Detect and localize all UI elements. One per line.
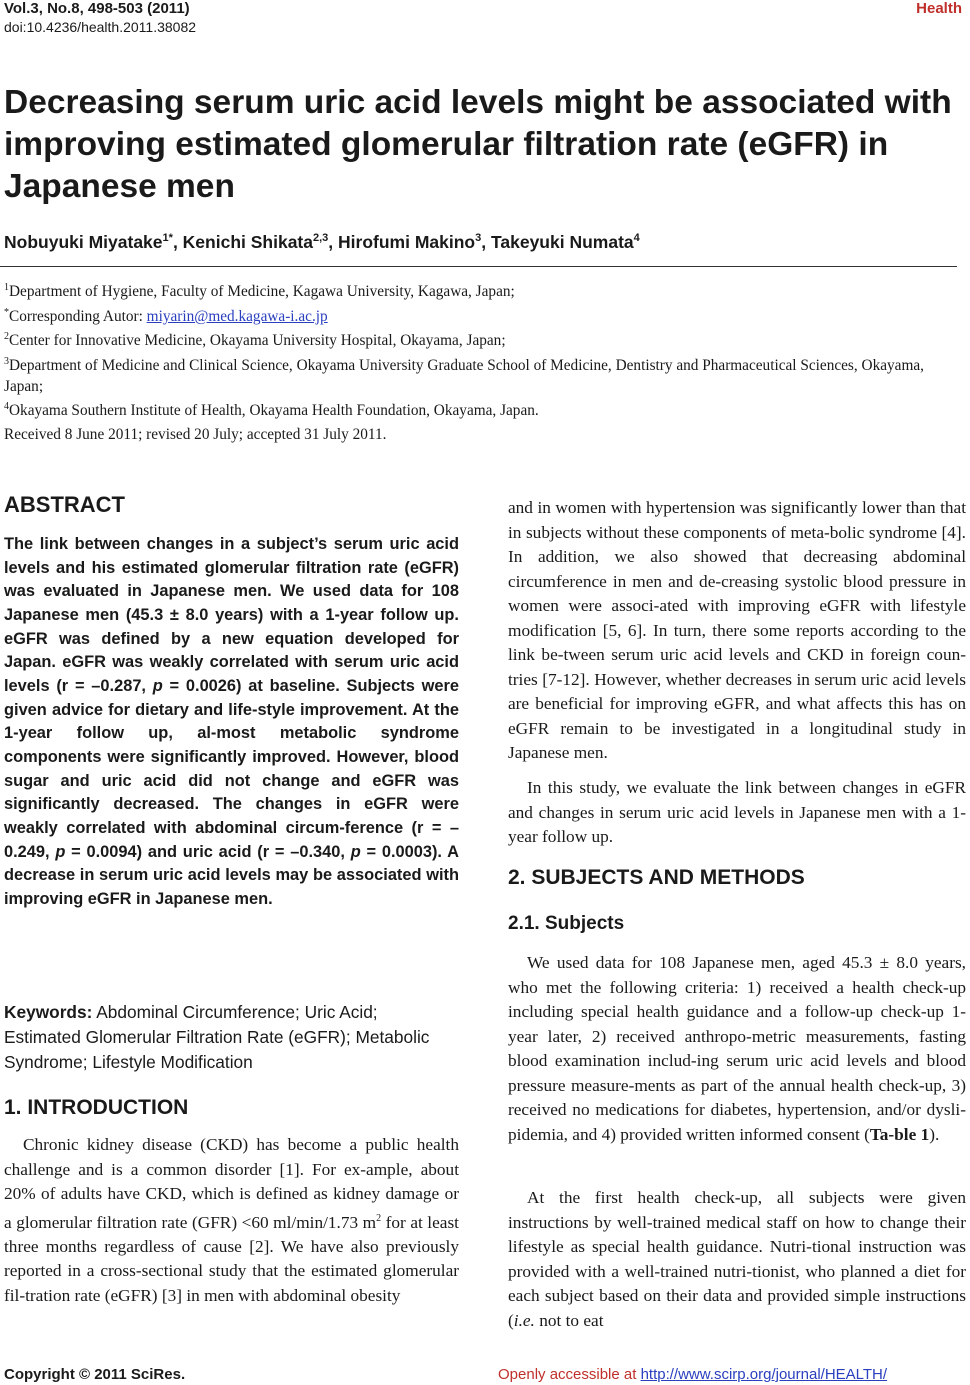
keywords-text: Abdominal Circumference; Uric Acid; Estimated Glomerular Filtration Rate (eGFR); Metabolic Syndrome; Lifestyle Modification <box>4 1002 430 1072</box>
abstract-heading: ABSTRACT <box>4 492 125 517</box>
subjects-paragraph: We used data for 108 Japanese men, aged 45.3 ± 8.0 years, who met the following criteria: 1) received a health check-up including special health guidance and a follow-up check-up 1-year later, 2) received anthropo-metric measurements, fasting blood examination includ-ing serum uric acid levels and blood pressure measure-ments as part of the annual health check-up, 3) received no medications for diabetes, hypertension, and/or dysli-pidemia, and 4) provided written informed consent (Ta-ble 1). <box>508 953 966 1144</box>
table-1-reference[interactable]: Ta-ble 1 <box>869 1124 930 1144</box>
abstract-text: The link between changes in a subject’s serum uric acid levels and his estimated glomerular filtration rate (eGFR) was evaluated in Japanese men. We used data for 108 Japanese men (45.3 ± 8.0 years) with a 1-year follow up. eGFR was defined by a new equation developed for Japan. eGFR was weakly correlated with serum uric acid levels (r = –0.287, p = 0.0026) at baseline. Subjects were given advice for dietary and life-style improvement. At the 1-year follow up, al-most metabolic syndrome components were significantly improved. However, blood sugar and uric acid did not change and eGFR was significantly decreased. The changes in eGFR were weakly correlated with abdominal circum-ference (r = –0.249, p = 0.0094) and uric acid (r = –0.340, p = 0.0003). A decrease in serum uric acid levels may be associated with improving eGFR in Japanese men. <box>4 535 459 908</box>
author-name: Nobuyuki Miyatake <box>4 232 163 252</box>
open-access-notice: Openly accessible at http://www.scirp.org/journal/HEALTH/ <box>498 1366 888 1383</box>
author-list: Nobuyuki Miyatake$^{1*}$, Kenichi Shikata$^{2,3}$, Hirofumi Makino$^3$, Takeyuki Numata$^4$ <box>4 232 640 252</box>
paper-title: Decreasing serum uric acid levels might be associated with improving estimated glomerular filtration rate (eGFR) in Japanese men <box>4 84 952 205</box>
intro-heading: 1. INTRODUCTION <box>4 1096 189 1119</box>
corresponding-email-link[interactable]: miyarin@med.kagawa-i.ac.jp <box>146 307 328 325</box>
intro-paragraph: Chronic kidney disease (CKD) has become a public health challenge and is a common disorder [1]. For ex-ample, about 20% of adults have CKD, which is defined as kidney damage or a glomerular filtration rate (GFR) <60 ml/min/1.73 $m^2$ for at least three months regardless of cause [2]. We have also previously reported in a cross-sectional study that the estimated glomerular fil-tration rate (eGFR) [3] in men with abdominal obesity <box>4 1135 459 1305</box>
author-name: Hirofumi Makino <box>338 232 476 252</box>
author-affiliation-mark: 1* <box>162 232 173 245</box>
author-affiliation-mark: 2,3 <box>313 232 329 245</box>
affiliations <box>4 278 944 422</box>
received-dates: Received 8 June 2011; revised 20 July; accepted 31 July 2011. <box>4 426 387 443</box>
volume-info: Vol.3, No.8, 498-503 (2011) <box>4 0 190 17</box>
corresponding-author: *Corresponding Autor: miyarin@med.kagawa-i.ac.jp <box>4 306 328 325</box>
right-paragraph-1: and in women with hypertension was significantly lower than that in subjects without these components of meta-bolic syndrome [4]. In addition, we also showed that decreasing abdominal circumference in men and de-creasing systolic blood pressure in women were associ-ated with improving eGFR with lifestyle modification [5, 6]. In turn, there some reports according to the link be-tween serum uric acid levels and CKD in foreign coun-tries [7-12]. However, whether decreases in serum uric acid levels are beneficial for improving eGFR, and what affects this has on eGFR remain to be investigated in a longitudinal study in Japanese men. <box>508 498 966 762</box>
keywords <box>4 1000 459 1075</box>
subjects-subheading: 2.1. Subjects <box>508 913 625 934</box>
author-name: Kenichi Shikata <box>182 232 313 252</box>
journal-url-link[interactable]: http://www.scirp.org/journal/HEALTH/ <box>640 1366 888 1383</box>
author-name: Takeyuki Numata <box>490 232 634 252</box>
header-divider <box>0 266 957 267</box>
doi: doi:10.4236/health.2011.38082 <box>4 19 197 35</box>
affiliation-1: $^1$Department of Hygiene, Faculty of Medicine, Kagawa University, Kagawa, Japan; <box>4 282 515 301</box>
keywords-label: Keywords: <box>4 1002 93 1022</box>
right-paragraph-2: In this study, we evaluate the link between changes in eGFR and changes in serum uric acid levels in Japanese men with a 1-year follow up. <box>508 778 966 846</box>
author-affiliation-mark: 3 <box>475 232 482 245</box>
guidance-paragraph: At the first health check-up, all subjects were given instructions by well-trained medical staff on how to change their lifestyle as special health guidance. Nutri-tional instruction was provided with a well-trained nutri-tionist, who planned a diet for each subject based on their data and provided simple instructions (i.e. not to eat <box>508 1188 966 1330</box>
journal-name: Health <box>916 0 962 17</box>
affiliation-3: $^3$Department of Medicine and Clinical Science, Okayama University Graduate School of Medicine, Dentistry and Pharmaceutical Sciences, Okayama, Japan; <box>4 356 924 395</box>
methods-heading: 2. SUBJECTS AND METHODS <box>508 866 805 889</box>
affiliation-2: $^2$Center for Innovative Medicine, Okayama University Hospital, Okayama, Japan; <box>4 331 506 350</box>
copyright: Copyright © 2011 SciRes. <box>4 1366 186 1383</box>
affiliation-4: $^4$Okayama Southern Institute of Health, Okayama Health Foundation, Okayama, Japan. <box>4 401 539 420</box>
author-affiliation-mark: 4 <box>633 232 640 245</box>
